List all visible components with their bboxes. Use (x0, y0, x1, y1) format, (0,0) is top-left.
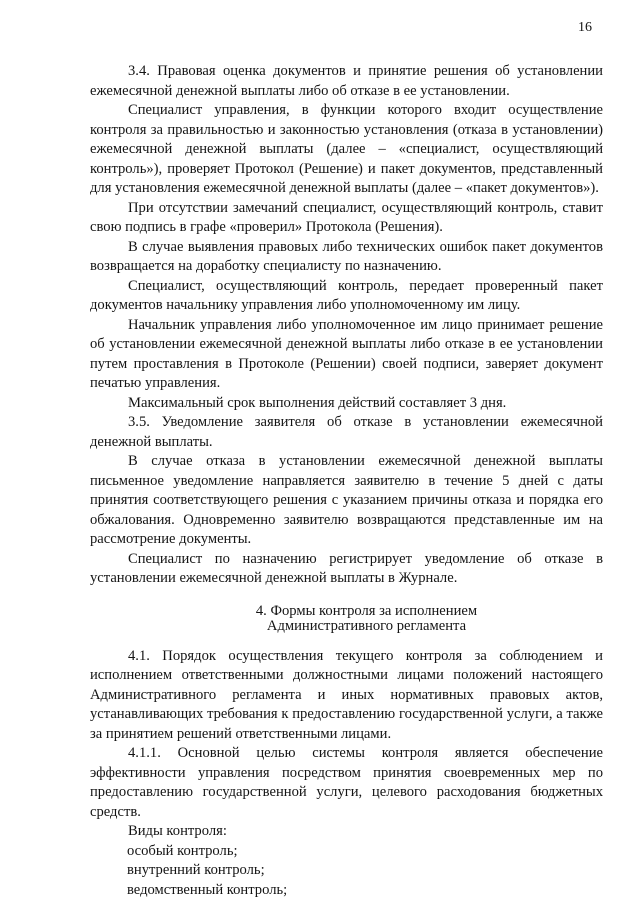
paragraph: В случае выявления правовых либо технических ошибок пакет документов возвращается на доработку специалисту по назначению. (90, 238, 603, 274)
page-number: 16 (578, 20, 592, 35)
paragraph: При отсутствии замечаний специалист, осуществляющий контроль, ставит свою подпись в графе «проверил» Протокола (Решения). (90, 199, 603, 235)
paragraph: Максимальный срок выполнения действий составляет 3 дня. (128, 394, 507, 411)
paragraph-4-1: 4.1. Порядок осуществления текущего контроля за соблюдением и исполнением ответственными должностными лицами положений настоящего Административного регламента и иных нормативных правовых актов, устанавливающих требования к предоставлению государственной услуги, а также за принятием решений ответственными лицами. (90, 647, 603, 742)
paragraph: Специалист по назначению регистрирует уведомление об отказе в установлении ежемесячной денежной выплаты в Журнале. (90, 550, 603, 586)
control-types-label: Виды контроля: (128, 823, 227, 839)
paragraph-3-4-title: 3.4. Правовая оценка документов и принятие решения об установлении ежемесячной денежной выплаты либо об отказе в ее установлении. (90, 63, 603, 99)
paragraph: В случае отказа в установлении ежемесячной денежной выплаты письменное уведомление направляется заявителю в течение 5 дней с даты принятия соответствующего решения с указанием причины отказа и порядка его обжалования. Одновременно заявителю возвращаются представленные им на рассмотрение документы. (90, 453, 603, 547)
section-heading-line-1: 4. Формы контроля за исполнением (255, 602, 478, 619)
list-item: внутренний контроль; (127, 862, 265, 878)
paragraph-4-1-1: 4.1.1. Основной целью системы контроля является обеспечение эффективности управления посредством принятия своевременных мер по предоставлению государственной услуги, целевого расходования бюджетных средств. (90, 745, 603, 820)
section-heading (90, 604, 603, 635)
paragraph: Специалист, осуществляющий контроль, передает проверенный пакет документов начальнику управления либо уполномоченному им лицу. (90, 277, 603, 313)
paragraph: Специалист управления, в функции которого входит осуществление контроля за правильностью и законностью установления (отказа в установлении) ежемесячной денежной выплаты (далее – «специалист, осуществляющий контроль»), проверяет Протокол (Решение) и пакет документов, представленный для установления ежемесячной денежной выплаты (далее – «пакет документов»). (90, 102, 603, 196)
list-item: ведомственный контроль; (127, 881, 288, 898)
document-body (90, 62, 603, 900)
paragraph: Начальник управления либо уполномоченное им лицо принимает решение об установлении ежемесячной денежной выплаты либо отказе в ее установлении путем проставления в Протоколе (Решении) своей подписи, заверяет документ печатью управления. (90, 316, 603, 391)
paragraph-3-5-title: 3.5. Уведомление заявителя об отказе в установлении ежемесячной денежной выплаты. (90, 414, 603, 450)
list-item: особый контроль; (127, 842, 238, 859)
section-heading-line-2: Административного регламента (266, 618, 467, 634)
